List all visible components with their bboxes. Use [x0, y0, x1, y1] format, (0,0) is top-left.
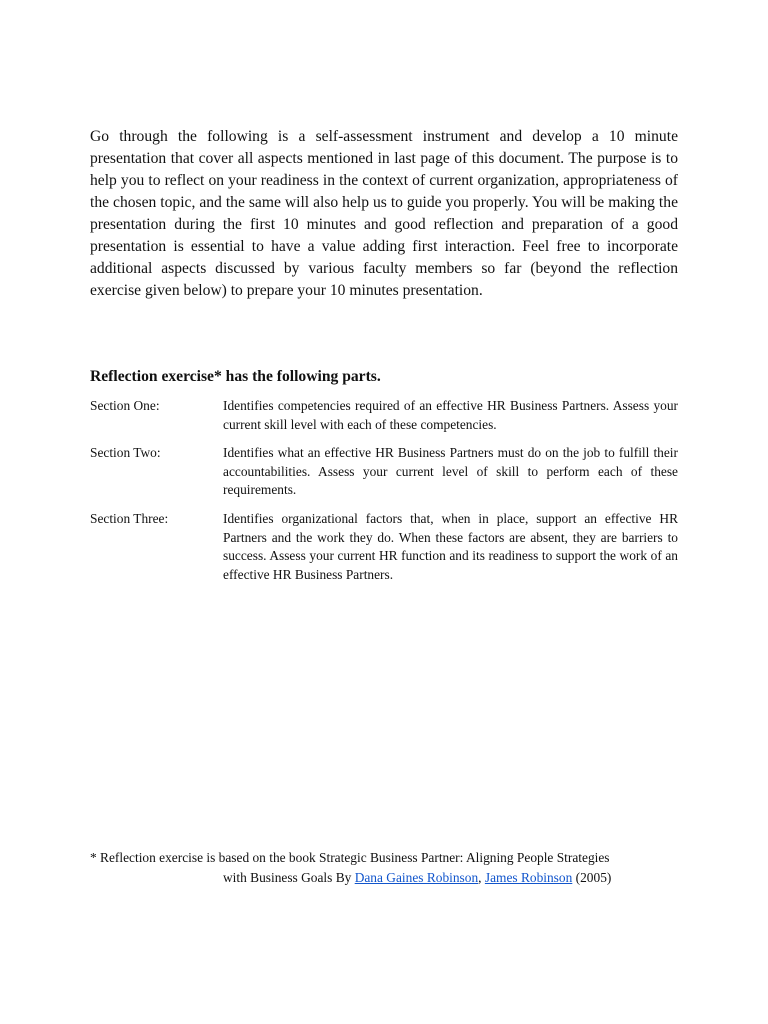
- author-link-dana-gaines-robinson[interactable]: Dana Gaines Robinson: [354, 869, 479, 885]
- footnote-line-2: [90, 868, 680, 888]
- section-two-label: Section Two:: [90, 445, 161, 460]
- footnote-year: (2005): [572, 869, 612, 885]
- reflection-heading: Reflection exercise* has the following parts.: [90, 368, 381, 385]
- footnote-prefix: with Business Goals By: [223, 869, 355, 885]
- section-two: [90, 444, 678, 500]
- section-one-label: Section One:: [90, 398, 160, 413]
- section-three-description: Identifies organizational factors that, when in place, support an effective HR Partners and the work they do. When these factors are absent, they are barriers to success. Assess your current HR function and its readiness to support the work of an effective HR Business Partners.: [223, 511, 678, 583]
- footnote-line-1: * Reflection exercise is based on the book Strategic Business Partner: Aligning People Strategies: [90, 850, 610, 865]
- section-three: [90, 510, 678, 585]
- section-two-description: Identifies what an effective HR Business Partners must do on the job to fulfill their accountabilities. Assess your current level of skill to perform each of these requirements.: [223, 445, 678, 498]
- intro-paragraph: Go through the following is a self-assessment instrument and develop a 10 minute presentation that cover all aspects mentioned in last page of this document. The purpose is to help you to reflect on your readiness in the context of current organization, appropriateness of the chosen topic, and the same will also help us to guide you properly. You will be making the presentation during the first 10 minutes and good reflection and preparation of a good presentation is essential to have a value adding first interaction. Feel free to incorporate additional aspects discussed by various faculty members so far (beyond the reflection exercise given below) to prepare your 10 minutes presentation.: [90, 128, 678, 299]
- footnote-separator: ,: [478, 869, 485, 885]
- section-one: [90, 397, 678, 434]
- section-one-description: Identifies competencies required of an effective HR Business Partners. Assess your current skill level with each of these competencies.: [223, 398, 678, 432]
- author-link-james-robinson[interactable]: James Robinson: [484, 869, 573, 885]
- footnote: [90, 848, 680, 887]
- section-three-label: Section Three:: [90, 511, 169, 526]
